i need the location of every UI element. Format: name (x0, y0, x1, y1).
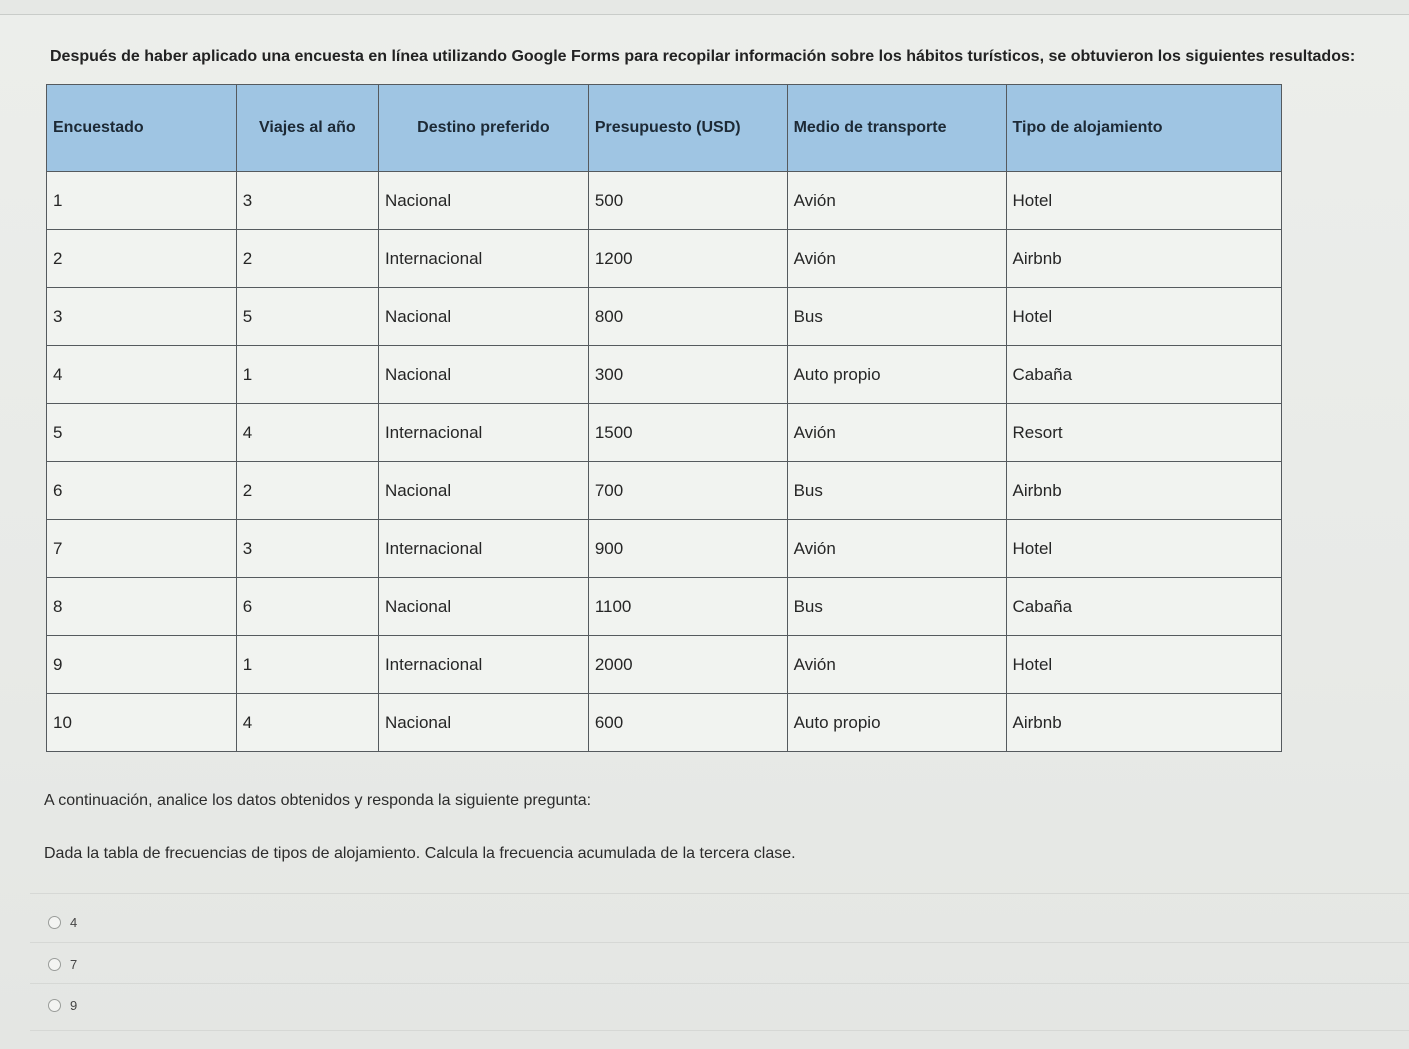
cell-viajes: 3 (236, 520, 378, 578)
cell-viajes: 2 (236, 230, 378, 288)
cell-presupuesto: 800 (588, 288, 787, 346)
answer-option-1[interactable] (48, 915, 77, 930)
table-header-row (47, 85, 1282, 172)
cell-alojamiento: Hotel (1006, 520, 1281, 578)
cell-encuestado: 9 (47, 636, 237, 694)
header-presupuesto: Presupuesto (USD) (588, 85, 787, 172)
header-transporte: Medio de transporte (787, 85, 1006, 172)
cell-encuestado: 7 (47, 520, 237, 578)
divider (30, 983, 1409, 984)
cell-viajes: 1 (236, 346, 378, 404)
answer-option-2[interactable] (48, 957, 77, 972)
survey-results-table (46, 84, 1282, 752)
cell-destino: Internacional (378, 636, 588, 694)
radio-button-icon[interactable] (48, 916, 61, 929)
cell-alojamiento: Hotel (1006, 172, 1281, 230)
cell-transporte: Avión (787, 636, 1006, 694)
cell-destino: Nacional (378, 462, 588, 520)
table-row (47, 636, 1282, 694)
cell-presupuesto: 1100 (588, 578, 787, 636)
divider (30, 893, 1409, 894)
cell-presupuesto: 300 (588, 346, 787, 404)
cell-alojamiento: Hotel (1006, 288, 1281, 346)
radio-button-icon[interactable] (48, 958, 61, 971)
cell-destino: Internacional (378, 230, 588, 288)
table-row (47, 346, 1282, 404)
answer-option-label: 9 (70, 998, 78, 1013)
cell-viajes: 2 (236, 462, 378, 520)
answer-option-3[interactable] (48, 998, 77, 1013)
cell-encuestado: 4 (47, 346, 237, 404)
header-alojamiento: Tipo de alojamiento (1006, 85, 1281, 172)
cell-encuestado: 6 (47, 462, 237, 520)
header-encuestado: Encuestado (47, 85, 237, 172)
table-row (47, 288, 1282, 346)
cell-presupuesto: 900 (588, 520, 787, 578)
cell-presupuesto: 1200 (588, 230, 787, 288)
cell-destino: Nacional (378, 346, 588, 404)
cell-alojamiento: Airbnb (1006, 230, 1281, 288)
cell-encuestado: 10 (47, 694, 237, 752)
cell-transporte: Avión (787, 520, 1006, 578)
cell-transporte: Avión (787, 172, 1006, 230)
answer-option-label: 4 (70, 915, 78, 930)
cell-encuestado: 1 (47, 172, 237, 230)
divider (30, 942, 1409, 943)
cell-alojamiento: Cabaña (1006, 346, 1281, 404)
cell-viajes: 6 (236, 578, 378, 636)
cell-viajes: 1 (236, 636, 378, 694)
cell-encuestado: 5 (47, 404, 237, 462)
table-row (47, 578, 1282, 636)
cell-presupuesto: 500 (588, 172, 787, 230)
cell-transporte: Auto propio (787, 694, 1006, 752)
cell-presupuesto: 700 (588, 462, 787, 520)
header-destino: Destino preferido (378, 85, 588, 172)
intro-text: Después de haber aplicado una encuesta en línea utilizando Google Forms para recopilar información sobre los hábitos turísticos, se obtuvieron los siguientes resultados: (50, 48, 1356, 65)
instruction-text: A continuación, analice los datos obtenidos y responda la siguiente pregunta: (44, 792, 592, 809)
cell-viajes: 5 (236, 288, 378, 346)
cell-viajes: 4 (236, 404, 378, 462)
cell-transporte: Bus (787, 288, 1006, 346)
cell-transporte: Avión (787, 404, 1006, 462)
cell-viajes: 3 (236, 172, 378, 230)
cell-alojamiento: Cabaña (1006, 578, 1281, 636)
cell-transporte: Bus (787, 578, 1006, 636)
table-row (47, 462, 1282, 520)
table-row (47, 694, 1282, 752)
cell-presupuesto: 600 (588, 694, 787, 752)
cell-transporte: Bus (787, 462, 1006, 520)
cell-encuestado: 3 (47, 288, 237, 346)
cell-encuestado: 8 (47, 578, 237, 636)
header-viajes: Viajes al año (236, 85, 378, 172)
cell-transporte: Avión (787, 230, 1006, 288)
cell-destino: Nacional (378, 578, 588, 636)
answer-option-label: 7 (70, 957, 78, 972)
top-divider (0, 0, 1409, 15)
radio-button-icon[interactable] (48, 999, 61, 1012)
table-row (47, 520, 1282, 578)
cell-alojamiento: Hotel (1006, 636, 1281, 694)
cell-destino: Nacional (378, 172, 588, 230)
divider (30, 1030, 1409, 1031)
cell-alojamiento: Airbnb (1006, 694, 1281, 752)
cell-transporte: Auto propio (787, 346, 1006, 404)
table-row (47, 404, 1282, 462)
cell-destino: Nacional (378, 694, 588, 752)
cell-viajes: 4 (236, 694, 378, 752)
cell-presupuesto: 1500 (588, 404, 787, 462)
cell-destino: Internacional (378, 520, 588, 578)
cell-alojamiento: Resort (1006, 404, 1281, 462)
question-text: Dada la tabla de frecuencias de tipos de alojamiento. Calcula la frecuencia acumulada de la tercera clase. (44, 845, 796, 862)
table-row (47, 172, 1282, 230)
cell-encuestado: 2 (47, 230, 237, 288)
table-row (47, 230, 1282, 288)
cell-presupuesto: 2000 (588, 636, 787, 694)
cell-alojamiento: Airbnb (1006, 462, 1281, 520)
cell-destino: Internacional (378, 404, 588, 462)
cell-destino: Nacional (378, 288, 588, 346)
